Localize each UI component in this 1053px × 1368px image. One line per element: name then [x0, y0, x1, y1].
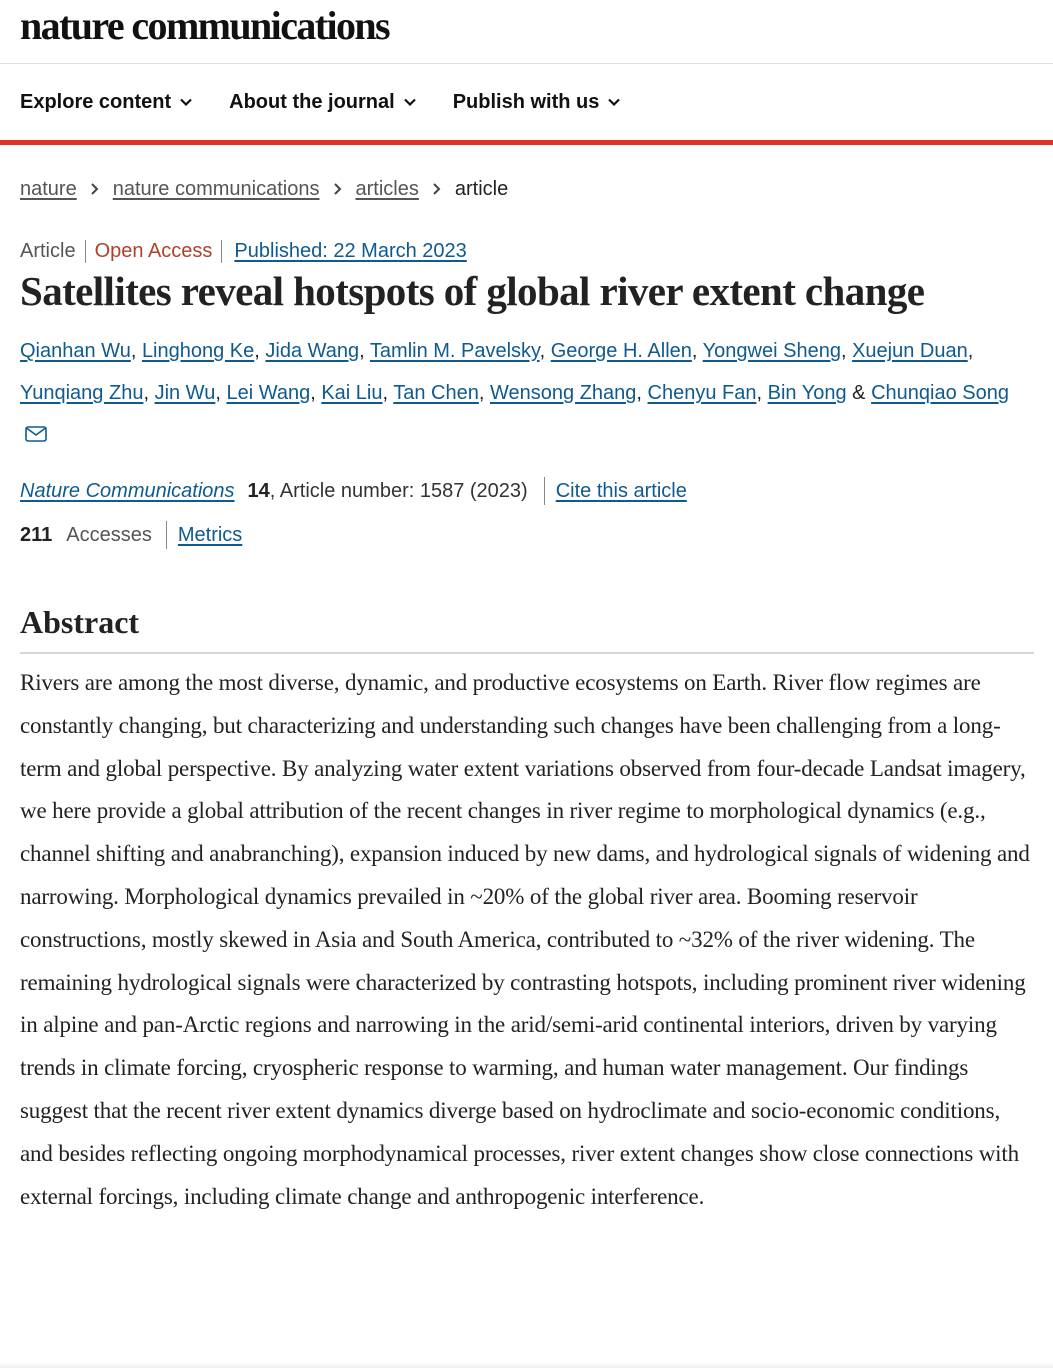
envelope-icon[interactable] — [25, 426, 47, 442]
scroll-fade — [0, 1362, 1053, 1368]
cite-this-article-link[interactable]: Cite this article — [555, 479, 687, 502]
author-link[interactable]: Lei Wang — [226, 382, 311, 404]
site-logo[interactable]: nature communications — [20, 3, 389, 48]
author-link[interactable]: Bin Yong — [767, 382, 847, 404]
author-link[interactable]: Yunqiang Zhu — [20, 382, 144, 404]
article-type: Article — [20, 240, 86, 263]
author-link[interactable]: George H. Allen — [550, 340, 692, 362]
metrics-link[interactable]: Metrics — [177, 523, 243, 546]
divider — [166, 521, 167, 549]
author-link[interactable]: Linghong Ke — [141, 340, 255, 362]
author-separator: , — [382, 382, 394, 404]
author-separator: , — [691, 340, 703, 362]
journal-link[interactable]: Nature Communications — [20, 479, 235, 502]
author-link[interactable]: Chenyu Fan — [647, 382, 757, 404]
chevron-down-icon — [607, 95, 621, 109]
author-separator: , — [254, 340, 266, 362]
author-link[interactable]: Xuejun Duan — [852, 340, 968, 362]
abstract-heading: Abstract — [20, 602, 1034, 654]
chevron-down-icon — [403, 95, 417, 109]
author-separator: & — [846, 382, 872, 404]
chevron-down-icon — [179, 95, 193, 109]
author-separator: , — [840, 340, 853, 362]
breadcrumb-nature[interactable]: nature — [20, 177, 77, 200]
site-header — [0, 0, 1053, 64]
author-link[interactable]: Yongwei Sheng — [702, 340, 841, 362]
breadcrumb-current: article — [454, 177, 509, 200]
author-link[interactable]: Jin Wu — [154, 382, 216, 404]
author-separator: , — [636, 382, 648, 404]
volume-number: 14 — [247, 479, 270, 502]
author-separator: , — [539, 340, 551, 362]
abstract-text: Rivers are among the most diverse, dynamic, and productive ecosystems on Earth. River flow regimes are constantly changing, but characterizing and understanding such changes have been challenging from a long-term and global perspective. By analyzing water extent variations observed from four-decade Landsat imagery, we here provide a global attribution of the recent changes in river regime to morphological dynamics (e.g., channel shifting and anabranching), expansion induced by new dams, and hydrological signals of widening and narrowing. Morphological dynamics prevailed in ~20% of the global river area. Booming reservoir constructions, mostly skewed in Asia and South America, contributed to ~32% of the river widening. The remaining hydrological signals were characterized by contrasting hotspots, including prominent river widening in alpine and pan-Arctic regions and narrowing in the arid/semi-arid continental interiors, driven by varying trends in climate forcing, cryospheric response to warming, and human water management. Our findings suggest that the recent river extent dynamics diverge based on hydroclimate and socio-economic conditions, and besides reflecting ongoing morphodynamical processes, river extent changes show close connections with external forcings, including climate change and anthropogenic interference. — [20, 670, 1030, 1209]
author-link[interactable]: Tamlin M. Pavelsky — [369, 340, 540, 362]
author-link[interactable]: Wensong Zhang — [490, 382, 637, 404]
accesses-label: Accesses — [66, 523, 152, 546]
accesses-count: 211 — [20, 523, 53, 546]
nav-about-the-journal[interactable] — [229, 91, 417, 114]
chevron-right-icon — [90, 182, 100, 196]
open-access-badge: Open Access — [86, 240, 223, 263]
author-separator: , — [478, 382, 490, 404]
nav-divider — [0, 140, 1053, 145]
article-meta — [0, 236, 1053, 266]
article-number: , Article number: 1587 (2023) — [269, 479, 528, 502]
published-date-link[interactable]: Published: 22 March 2023 — [234, 239, 467, 262]
author-separator: , — [130, 340, 142, 362]
nav-item-label: Publish with us — [452, 90, 600, 113]
author-separator: , — [359, 340, 370, 362]
nav-item-label: Explore content — [20, 90, 172, 113]
breadcrumb-nature-communications[interactable]: nature communications — [112, 177, 320, 200]
nav-explore-content[interactable] — [20, 91, 193, 114]
chevron-right-icon — [432, 182, 442, 196]
author-separator: , — [310, 382, 322, 404]
nav-publish-with-us[interactable] — [453, 91, 622, 114]
breadcrumb — [0, 174, 1053, 204]
author-link[interactable]: Jida Wang — [265, 340, 360, 362]
author-separator: , — [756, 382, 768, 404]
divider — [544, 477, 545, 505]
chevron-right-icon — [333, 182, 343, 196]
citation-row — [0, 476, 1053, 506]
author-link[interactable]: Chunqiao Song — [871, 382, 1009, 404]
author-list — [0, 330, 1053, 456]
author-separator: , — [967, 340, 974, 362]
nav-item-label: About the journal — [229, 90, 395, 113]
article-title: Satellites reveal hotspots of global river extent change — [20, 268, 925, 314]
metrics-row — [0, 520, 1053, 550]
breadcrumb-articles[interactable]: articles — [355, 177, 419, 200]
author-link[interactable]: Qianhan Wu — [20, 340, 131, 362]
main-nav — [0, 64, 1053, 140]
author-separator: , — [215, 382, 227, 404]
author-separator: , — [143, 382, 155, 404]
author-link[interactable]: Kai Liu — [321, 382, 383, 404]
author-link[interactable]: Tan Chen — [393, 382, 479, 404]
